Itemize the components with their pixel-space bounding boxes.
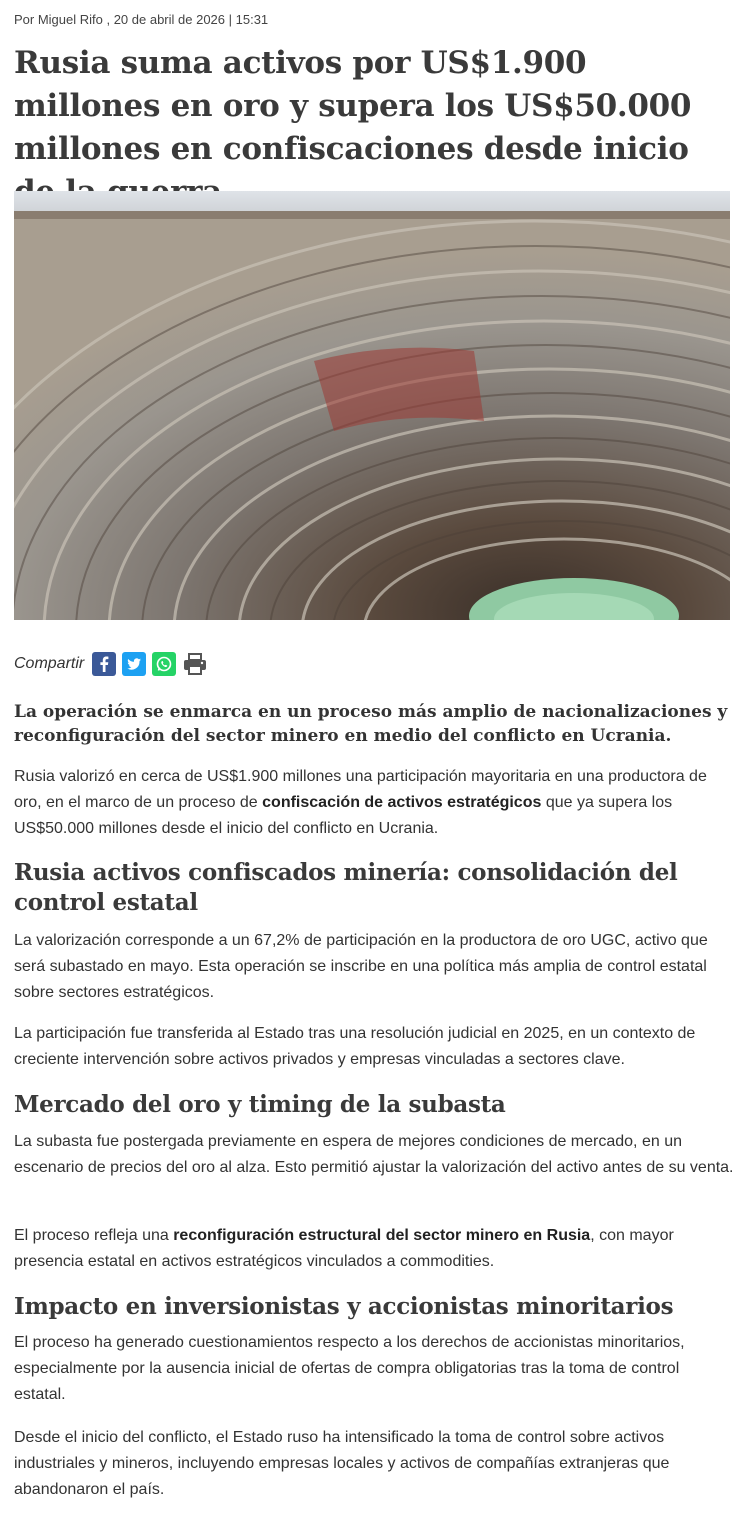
share-bar xyxy=(14,652,212,676)
print-icon[interactable] xyxy=(182,652,206,676)
highlight-confiscacion: confiscación de activos estratégicos xyxy=(262,794,542,811)
share-label: Compartir xyxy=(14,655,85,672)
twitter-icon[interactable] xyxy=(122,652,146,676)
article-title: Rusia suma activos por US$1.900 millones en oro y supera los US$50.000 millones en confiscaciones desde inicio xyxy=(14,45,692,167)
open-pit-mine-photo xyxy=(14,191,730,620)
paragraph-6: El proceso ha generado cuestionamientos respecto a los derechos de accionistas minoritarios, especialmente por la ausencia inicial de ofertas de compra obligatorias tras la toma de control estatal. xyxy=(14,1334,685,1403)
paragraph-4: La subasta fue postergada previamente en espera de mejores condiciones de mercado, en un escenario de precios del oro al alza. Esto permitió ajustar la valorización del activo antes de su venta. xyxy=(14,1133,734,1176)
facebook-icon[interactable] xyxy=(92,652,116,676)
section-heading-inversionistas: Impacto en inversionistas y accionistas minoritarios xyxy=(14,1293,674,1320)
highlight-reconfiguracion: reconfiguración estructural del sector minero en Rusia xyxy=(173,1227,591,1244)
section-heading-mercado-oro: Mercado del oro y timing de la subasta xyxy=(14,1091,506,1118)
section-heading-control-estatal: Rusia activos confiscados minería: consolidación del control estatal xyxy=(14,859,678,916)
whatsapp-icon[interactable] xyxy=(152,652,176,676)
paragraph-5: El proceso refleja una reconfiguración estructural del sector minero en Rusia, con mayor presencia estatal en activos estratégicos vinculados a commodities. xyxy=(14,1227,674,1270)
hero-image xyxy=(14,191,730,620)
paragraph-7: Desde el inicio del conflicto, el Estado ruso ha intensificado la toma de control sobre activos industriales y mineros, incluyendo empresas locales y activos de compañías extranjeras que abandonaron el país. xyxy=(14,1429,670,1498)
article-lead: La operación se enmarca en un proceso más amplio de nacionalizaciones y reconfiguración del sector minero en medio del conflicto en Ucrania. xyxy=(14,702,728,746)
byline: Por Miguel Rifo , 20 de abril de 2026 | 15:31 xyxy=(14,12,269,27)
paragraph-2: La valorización corresponde a un 67,2% de participación en la productora de oro UGC, activo que será subastado en mayo. Esta operación se inscribe en una política más amplia de control estatal sobre sectores estratégicos. xyxy=(14,932,708,1001)
paragraph-3: La participación fue transferida al Estado tras una resolución judicial en 2025, en un contexto de creciente intervención sobre activos privados y empresas vinculadas a sectores clave. xyxy=(14,1025,696,1068)
paragraph-1: Rusia valorizó en cerca de US$1.900 millones una participación mayoritaria en una productora de oro, en el marco de un proceso de confiscación de activos estratégicos que ya supera los US$50.000 millones desde el inicio del conflicto en Ucrania. xyxy=(14,768,707,837)
